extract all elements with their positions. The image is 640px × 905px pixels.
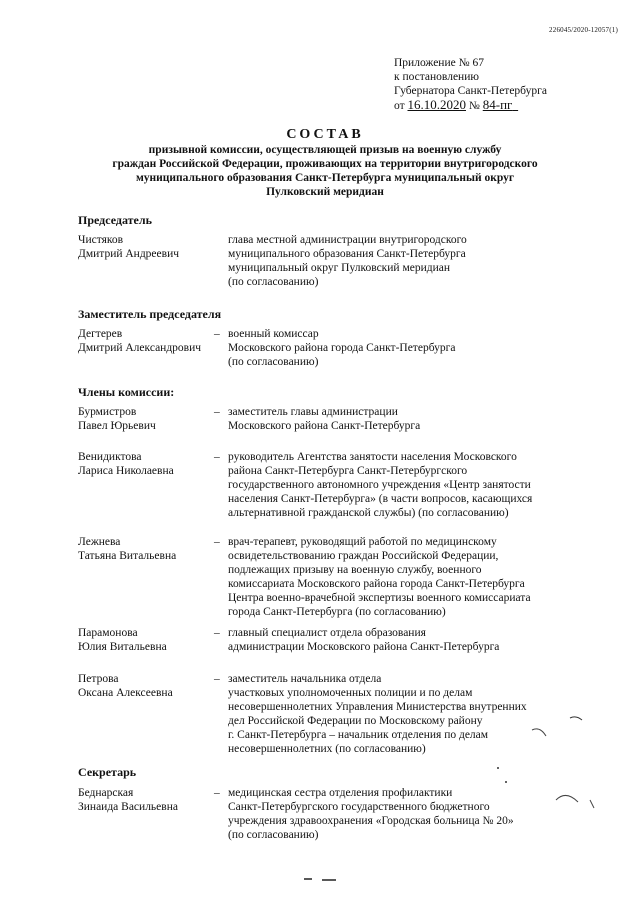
appendix-header [394,56,547,113]
document-title: СОСТАВ [286,127,364,142]
bottom-scan-mark [300,874,360,884]
underline-tail [512,100,518,112]
member-position: – руководитель Агентства занятости населения Московского района Санкт-Петербурга Санкт-Петербургского государственного автономного учреждения «Центр занятости населения Санкт-Петербурга» (в части вопросов, касающихся альтернативной гражданской службы) (по согласованию) [214,451,533,519]
member-name: Дегтерев Дмитрий Александрович [78,328,202,354]
member-name: Чистяков Дмитрий Андреевич [78,234,180,260]
member-position: – заместитель главы администрации Московского района Санкт-Петербурга [214,406,421,432]
scan-speck [532,729,546,736]
subtitle-line: граждан Российской Федерации, проживающих на территории внутригородского [112,158,538,170]
appendix-date-line [394,98,547,113]
scan-speck [570,717,582,720]
appendix-line: к постановлению [394,71,479,83]
member-position: – военный комиссар Московского района города Санкт-Петербурга (по согласованию) [214,328,456,368]
member-name: Венидиктова Лариса Николаевна [78,451,174,477]
appendix-line: Губернатора Санкт-Петербурга [394,85,547,97]
number-prefix: № [468,100,480,112]
scan-speck [497,767,499,769]
scan-speck [505,781,507,783]
title-block [60,127,590,199]
section-chairman: Председатель [78,213,152,227]
scan-speck [590,800,594,808]
document-registration-number: 226045/2020-12057(1) [549,26,618,34]
date-prefix: от [394,100,405,112]
member-name: Беднарская Зинаида Васильевна [78,787,178,813]
document-number: 84-пг [482,97,513,112]
scan-artifact-marks [470,700,620,850]
scan-speck [556,795,578,802]
member-position: – медицинская сестра отделения профилактики Санкт-Петербургского государственного бюджетного учреждения здравоохранения «Городская больница № 20» (по согласованию) [214,787,514,841]
appendix-line: Приложение № 67 [394,57,484,69]
member-position: – главный специалист отдела образования администрации Московского района Санкт-Петербурга [214,627,500,653]
member-name: Бурмистров Павел Юрьевич [78,406,156,432]
member-name: Лежнева Татьяна Витальевна [78,536,177,562]
subtitle-line: муниципального образования Санкт-Петербурга муниципальный округ [135,172,515,184]
section-members: Члены комиссии: [78,385,175,399]
member-position: – врач-терапевт, руководящий работой по медицинскому освидетельствованию граждан Российской Федерации, подлежащих призыву на военную службу, военного комиссариата Московского района города Санкт-Петербурга Центра военно-врачебной экспертизы военного комиссариата города Санкт-Петербурга (по согласованию) [214,536,531,618]
section-deputy: Заместитель председателя [78,307,222,321]
member-position: глава местной администрации внутригородского муниципального образования Санкт-Петербурга муниципальный округ Пулковский меридиан (по согласованию) [228,234,467,288]
document-date: 16.10.2020 [407,97,466,112]
member-name: Петрова Оксана Алексеевна [78,673,173,699]
member-position: – заместитель начальника отдела участковых уполномоченных полиции и по делам несовершеннолетних Управления Министерства внутренних дел Российской Федерации по Московскому району г. Санкт-Петербурга – начальник отделения по делам несовершеннолетних (по согласованию) [214,673,527,755]
member-name: Парамонова Юлия Витальевна [78,627,167,653]
subtitle-line: призывной комиссии, осуществляющей призыв на военную службу [148,144,502,156]
subtitle-line: Пулковский меридиан [266,186,384,198]
section-secretary: Секретарь [78,765,137,779]
